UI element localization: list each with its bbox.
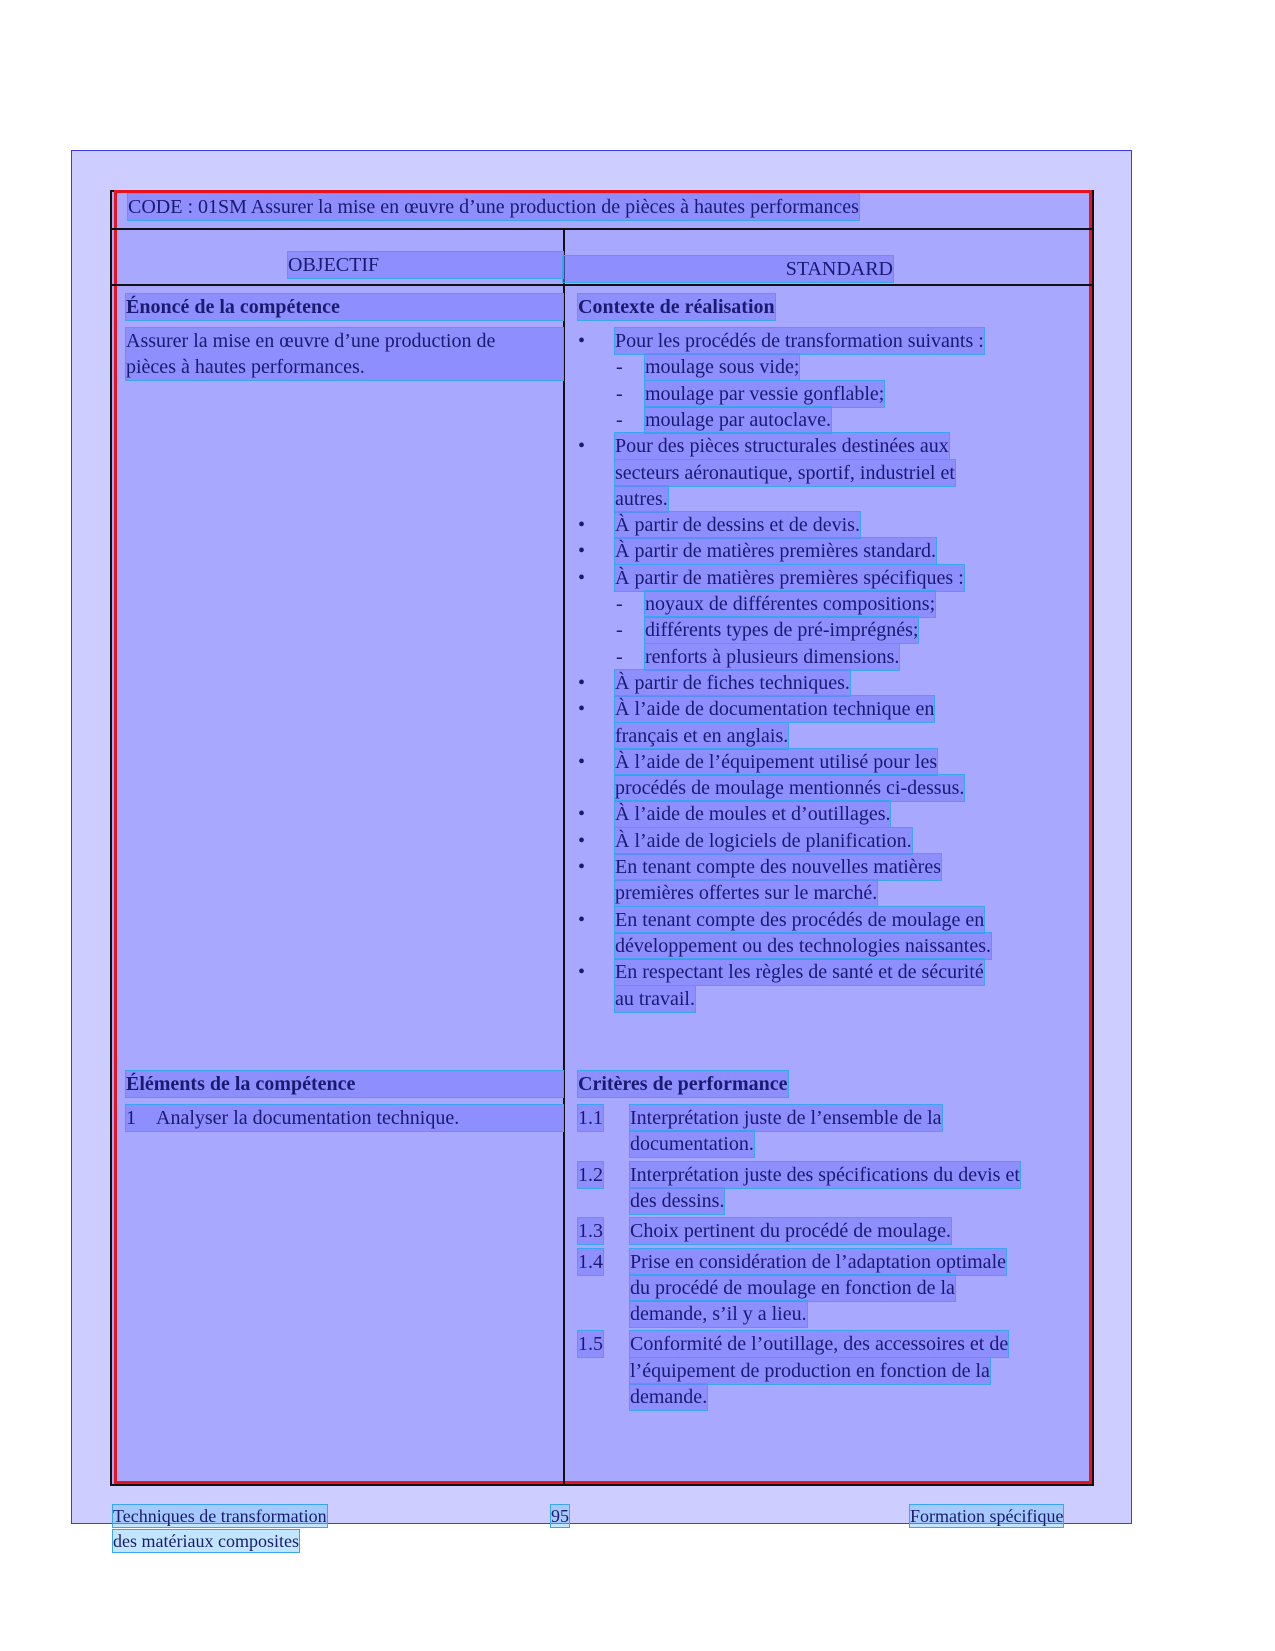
contexte-line: À partir de dessins et de devis. — [615, 514, 860, 537]
critere-number: 1.2 — [578, 1163, 603, 1186]
contexte-line: Pour les procédés de transformation suivants : — [615, 330, 984, 352]
footer-program: Techniques de transformation — [113, 1506, 327, 1526]
footer-program-line2: des matériaux composites — [113, 1531, 299, 1551]
header-standard: STANDARD — [563, 256, 893, 282]
critere-line: documentation. — [630, 1133, 754, 1156]
bullet-icon: • — [578, 829, 586, 852]
critere-line: l’équipement de production en fonction de la — [630, 1359, 990, 1382]
element-item — [126, 1105, 563, 1131]
critere-line: demande. — [630, 1386, 708, 1408]
contexte-line: À l’aide de l’équipement utilisé pour les — [615, 750, 938, 773]
contexte-line: En tenant compte des nouvelles matières — [615, 856, 942, 878]
critere-line: demande, s’il y a lieu. — [630, 1303, 807, 1326]
rule-under-headers — [110, 284, 1094, 286]
bullet-icon: • — [578, 540, 586, 563]
contexte-line: procédés de moulage mentionnés ci-dessus. — [615, 777, 965, 800]
elements-title: Éléments de la compétence — [126, 1071, 563, 1097]
bullet-icon: • — [578, 330, 586, 352]
contexte-line: développement ou des technologies naissantes. — [615, 934, 992, 957]
bullet-icon: • — [578, 908, 586, 931]
contexte-line: moulage par autoclave. — [645, 408, 832, 431]
contexte-line: noyaux de différentes compositions; — [645, 593, 936, 615]
contexte-line: À l’aide de moules et d’outillages. — [615, 803, 891, 826]
dash-marker: - — [616, 356, 623, 379]
bullet-icon: • — [578, 698, 586, 721]
critere-number: 1.1 — [578, 1107, 603, 1129]
critere-line: Prise en considération de l’adaptation optimale — [630, 1250, 1006, 1273]
contexte-line: au travail. — [615, 987, 695, 1010]
critere-line: Interprétation juste de l’ensemble de la — [630, 1107, 942, 1129]
bullet-icon: • — [578, 435, 586, 458]
critere-number: 1.3 — [578, 1220, 603, 1243]
contexte-line: Pour des pièces structurales destinées aux — [615, 435, 949, 458]
critere-number: 1.5 — [578, 1333, 603, 1356]
bullet-icon: • — [578, 514, 586, 537]
contexte-line: En respectant les règles de santé et de sécurité — [615, 961, 984, 984]
contexte-line: En tenant compte des procédés de moulage en — [615, 908, 985, 931]
contexte-line: À l’aide de documentation technique en — [615, 698, 935, 721]
contexte-title: Contexte de réalisation — [578, 296, 775, 318]
element-text: Analyser la documentation technique. — [156, 1107, 460, 1129]
column-divider — [563, 228, 565, 1486]
bullet-icon: • — [578, 961, 586, 984]
contexte-line: À partir de fiches techniques. — [615, 671, 850, 694]
dash-marker: - — [616, 408, 623, 431]
enonce-title: Énoncé de la compétence — [126, 294, 563, 320]
enonce-line: pièces à hautes performances. — [126, 356, 365, 378]
footer-section: Formation spécifique — [910, 1506, 1064, 1526]
contexte-line: renforts à plusieurs dimensions. — [645, 645, 900, 668]
enonce-text — [126, 328, 563, 380]
bullet-icon: • — [578, 803, 586, 826]
contexte-line: À l’aide de logiciels de planification. — [615, 829, 912, 852]
critere-line: des dessins. — [630, 1189, 725, 1212]
critere-line: Conformité de l’outillage, des accessoires et de — [630, 1333, 1009, 1356]
critere-line: Interprétation juste des spécifications du devis et — [630, 1163, 1020, 1186]
dash-marker: - — [616, 593, 623, 615]
page-number: 95 — [551, 1506, 569, 1526]
critere-line: Choix pertinent du procédé de moulage. — [630, 1220, 952, 1243]
enonce-line: Assurer la mise en œuvre d’une production de — [126, 330, 496, 352]
rule-under-code — [110, 228, 1094, 230]
contexte-line: français et en anglais. — [615, 724, 789, 747]
critere-line: du procédé de moulage en fonction de la — [630, 1276, 955, 1299]
code-title: CODE : 01SM Assurer la mise en œuvre d’une production de pièces à hautes performances — [128, 196, 859, 218]
contexte-line: moulage sous vide; — [645, 356, 800, 379]
contexte-line: différents types de pré-imprégnés; — [645, 619, 919, 642]
contexte-line: moulage par vessie gonflable; — [645, 382, 885, 405]
bullet-icon: • — [578, 566, 586, 589]
bullet-icon: • — [578, 750, 586, 773]
bullet-icon: • — [578, 671, 586, 694]
dash-marker: - — [616, 619, 623, 642]
contexte-line: À partir de matières premières standard. — [615, 540, 936, 563]
contexte-line: autres. — [615, 487, 668, 510]
contexte-line: premières offertes sur le marché. — [615, 882, 878, 905]
element-number: 1 — [126, 1107, 136, 1129]
bullet-icon: • — [578, 856, 586, 878]
contexte-line: À partir de matières premières spécifiques : — [615, 566, 964, 589]
criteres-title: Critères de performance — [578, 1073, 788, 1095]
contexte-line: secteurs aéronautique, sportif, industriel et — [615, 461, 955, 484]
header-objectif: OBJECTIF — [288, 252, 563, 278]
dash-marker: - — [616, 645, 623, 668]
dash-marker: - — [616, 382, 623, 405]
critere-number: 1.4 — [578, 1250, 603, 1273]
